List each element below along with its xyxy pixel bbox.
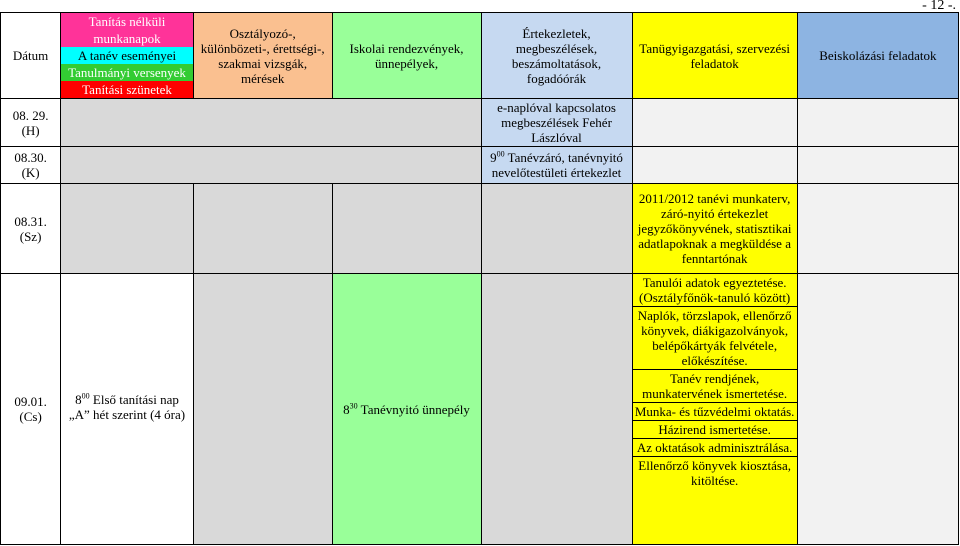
- admin-item: Házirend ismertetése.: [633, 420, 797, 438]
- row-admin: 2011/2012 tanévi munkaterv, záró-nyitó értekezlet jegyzőkönyvének, statisztikai adatlapoknak a megküldése a fenntartónak: [632, 184, 797, 274]
- header-teaching-line1: Tanítás nélküli: [61, 13, 193, 30]
- admin-item: Tanulói adatok egyeztetése. (Osztályfőnök-tanuló között): [639, 275, 791, 305]
- row-meeting: e-naplóval kapcsolatos megbeszélések Fehér Lászlóval: [481, 99, 632, 147]
- header-enrollment: Beiskolázási feladatok: [797, 13, 958, 99]
- header-teaching-line2: munkanapok: [61, 30, 193, 47]
- row-teaching: [61, 184, 194, 274]
- row-exams: [193, 184, 332, 274]
- row-enrollment: [797, 184, 958, 274]
- row-date: 08.31. (Sz): [1, 184, 61, 274]
- header-date: Dátum: [1, 13, 61, 99]
- table-row: [1, 147, 959, 184]
- schedule-table: [0, 12, 959, 545]
- header-exams: Osztályozó-, különbözeti-, érettségi-, szakmai vizsgák, mérések: [193, 13, 332, 99]
- header-admin: Tanügyigazgatási, szervezési feladatok: [632, 13, 797, 99]
- row-events: [332, 184, 481, 274]
- page-number: - 12 -.: [922, 0, 956, 13]
- row-meeting: [481, 184, 632, 274]
- row-empty-span: [61, 99, 481, 147]
- row-events: $8^{30}$ Tanévnyitó ünnepély: [332, 274, 481, 545]
- row-teaching: $8^{00}$ Első tanítási nap „A” hét szerint (4 óra): [61, 274, 194, 545]
- row-date: 08. 29. (H): [1, 99, 61, 147]
- header-meetings: Értekezletek, megbeszélések, beszámoltatások, fogadóórák: [481, 13, 632, 99]
- row-date: 09.01. (Cs): [1, 274, 61, 545]
- table-row: [1, 99, 959, 147]
- admin-item: Naplók, törzslapok, ellenőrző könyvek, diákigazolványok, belépőkártyák felvétele, előkészítése.: [633, 306, 797, 369]
- table-row: [1, 184, 959, 274]
- admin-item: Ellenőrző könyvek kiosztása, kitöltése.: [633, 456, 797, 489]
- row-meeting: $9^{00}$ Tanévzáró, tanévnyitó nevelőtestületi értekezlet: [481, 147, 632, 184]
- header-events: Iskolai rendezvények, ünnepélyek,: [332, 13, 481, 99]
- header-teaching-line5: Tanítási szünetek: [61, 81, 193, 98]
- row-date: 08.30. (K): [1, 147, 61, 184]
- row-admin: [632, 99, 797, 147]
- admin-item: Tanév rendjének, munkatervének ismertetése.: [633, 369, 797, 402]
- admin-item: Munka- és tűzvédelmi oktatás.: [633, 402, 797, 420]
- row-admin-list: [632, 274, 797, 545]
- table-row: [1, 274, 959, 545]
- row-empty-span: [61, 147, 481, 184]
- row-enrollment: [797, 147, 958, 184]
- admin-item: Az oktatások adminisztrálása.: [633, 438, 797, 456]
- row-enrollment: [797, 274, 958, 545]
- header-row: [1, 13, 959, 99]
- header-teaching: [61, 13, 194, 99]
- row-exams: [193, 274, 332, 545]
- row-meeting: [481, 274, 632, 545]
- row-enrollment: [797, 99, 958, 147]
- header-teaching-line4: Tanulmányi versenyek: [61, 64, 193, 81]
- header-teaching-line3: A tanév eseményei: [61, 47, 193, 64]
- row-admin: [632, 147, 797, 184]
